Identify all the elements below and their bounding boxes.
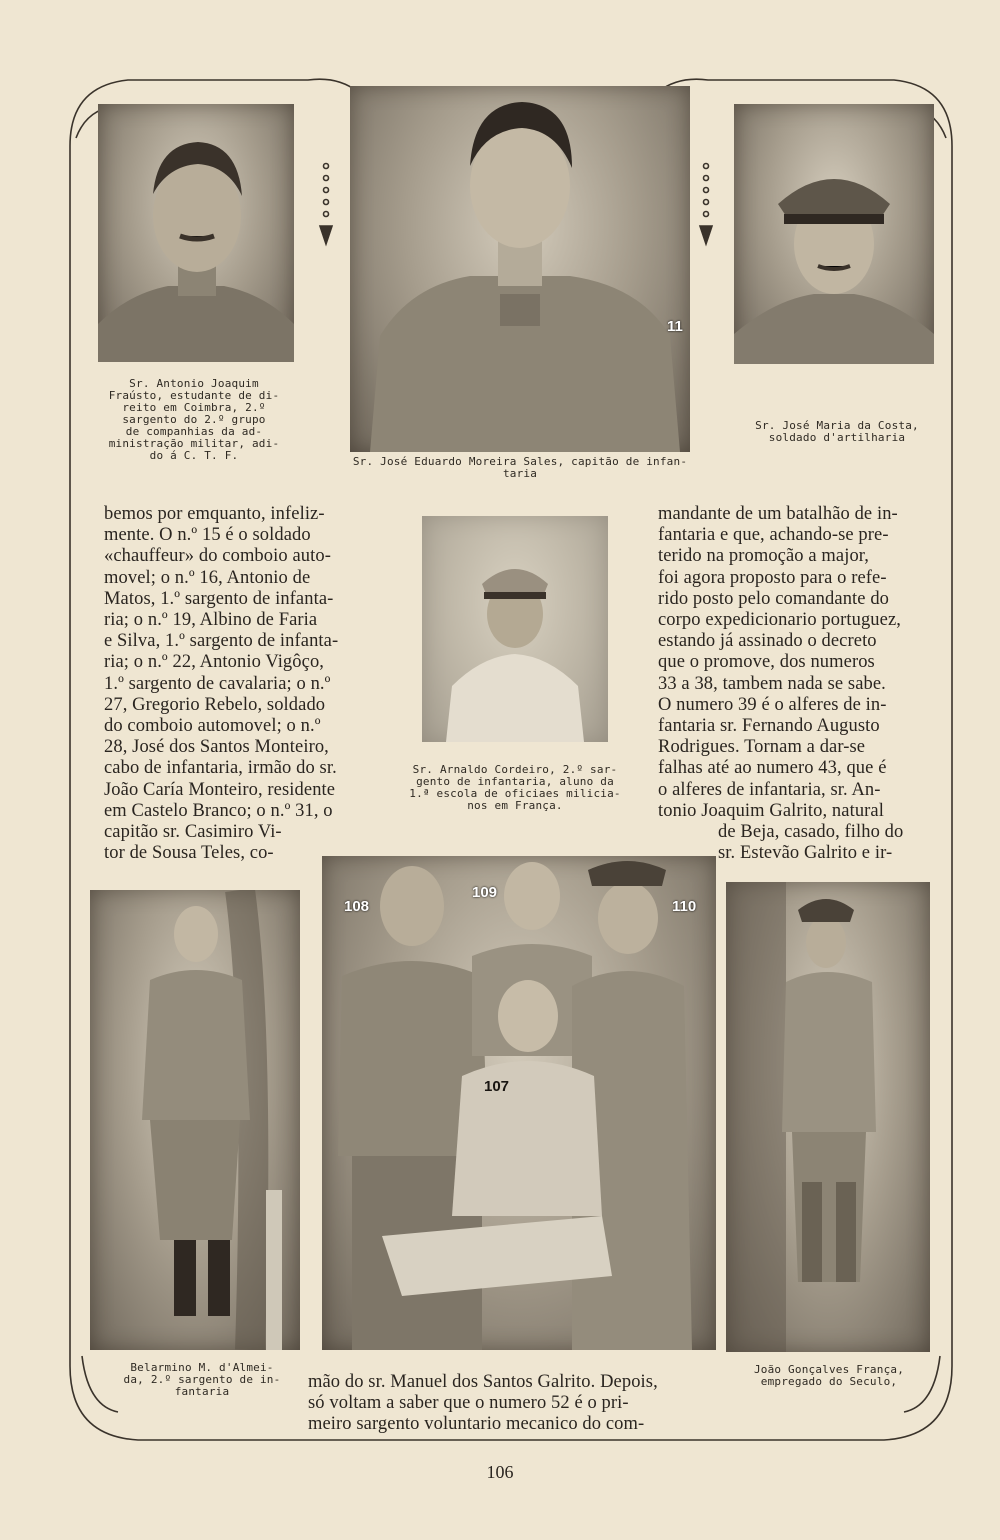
number-label-110: 110 — [672, 898, 697, 915]
caption-almeida: Belarmino M. d'Almei- da, 2.º sargento de in- fantaria — [123, 1361, 281, 1398]
caption-franca: João Gonçalves França, empregado do Seculo, — [753, 1363, 905, 1388]
caption-cordeiro: Sr. Arnaldo Cordeiro, 2.º sar- gento de infantaria, aluno da 1.ª escola de oficiaes milicia- nos em França. — [409, 763, 621, 812]
photo-sales — [350, 86, 690, 452]
photo-almeida — [90, 890, 300, 1350]
photo-franca — [726, 882, 930, 1352]
photo-costa — [734, 104, 934, 364]
right-column-tail: de Beja, casado, filho do sr. Estevão Galrito e ir- — [718, 822, 904, 864]
number-label-107: 107 — [484, 1078, 510, 1095]
sleeve-number-badge: 11 — [667, 318, 683, 335]
photo-frausto — [98, 104, 294, 362]
photo-cordeiro — [422, 516, 608, 742]
left-column-text: bemos por emquanto, infeliz- mente. O n.º 15 é o soldado «chauffeur» do comboio auto- movel; o n.º 16, Antonio de Matos, 1.º sargento de infanta- ria; o n.º 19, Albino de Faria e Silva, 1.º sargento de infanta- ria; o n.º 22, Antonio Vigôço, 1.º sargento de cavalaria; o n.º 27, Gregorio Rebelo, soldado do comboio automovel; o n.º 28, José dos Santos Monteiro, cabo de infantaria, irmão do sr. João Caría Monteiro, residente em Castelo Branco; o n.º 31, o capitão sr. Casimiro Vi- tor de Sousa Teles, co- — [104, 504, 339, 864]
caption-costa: Sr. José Maria da Costa, soldado d'artilharia — [755, 419, 919, 444]
number-label-108: 108 — [344, 898, 370, 915]
page-number: 106 — [486, 1462, 514, 1482]
caption-sales: Sr. José Eduardo Moreira Sales, capitão de infan- taria — [352, 455, 688, 480]
bottom-center-text: mão do sr. Manuel dos Santos Galrito. Depois, só voltam a saber que o numero 52 é o pri- meiro sargento voluntario mecanico do com- — [308, 1372, 658, 1435]
caption-frausto: Sr. Antonio Joaquim Fraústo, estudante de di- reito em Coimbra, 2.º sargento do 2.º grupo de companhias da ad- ministração militar, adi- do á C. T. F. — [108, 377, 280, 462]
right-column-text: mandante de um batalhão de in- fantaria e que, achando-se pre- terido na promoção a major, foi agora proposto para o refe- rido posto pelo comandante do corpo expedicionario portuguez, estando já assinado o decreto que o promove, dos numeros 33 a 38, tambem nada se sabe. O numero 39 é o alferes de in- fantaria sr. Fernando Augusto Rodrigues. Tornam a dar-se falhas até ao numero 43, que é o alferes de infantaria, sr. An- tonio Joaquim Galrito, natural — [658, 504, 901, 821]
photo-group — [322, 856, 716, 1350]
number-label-109: 109 — [472, 884, 498, 901]
